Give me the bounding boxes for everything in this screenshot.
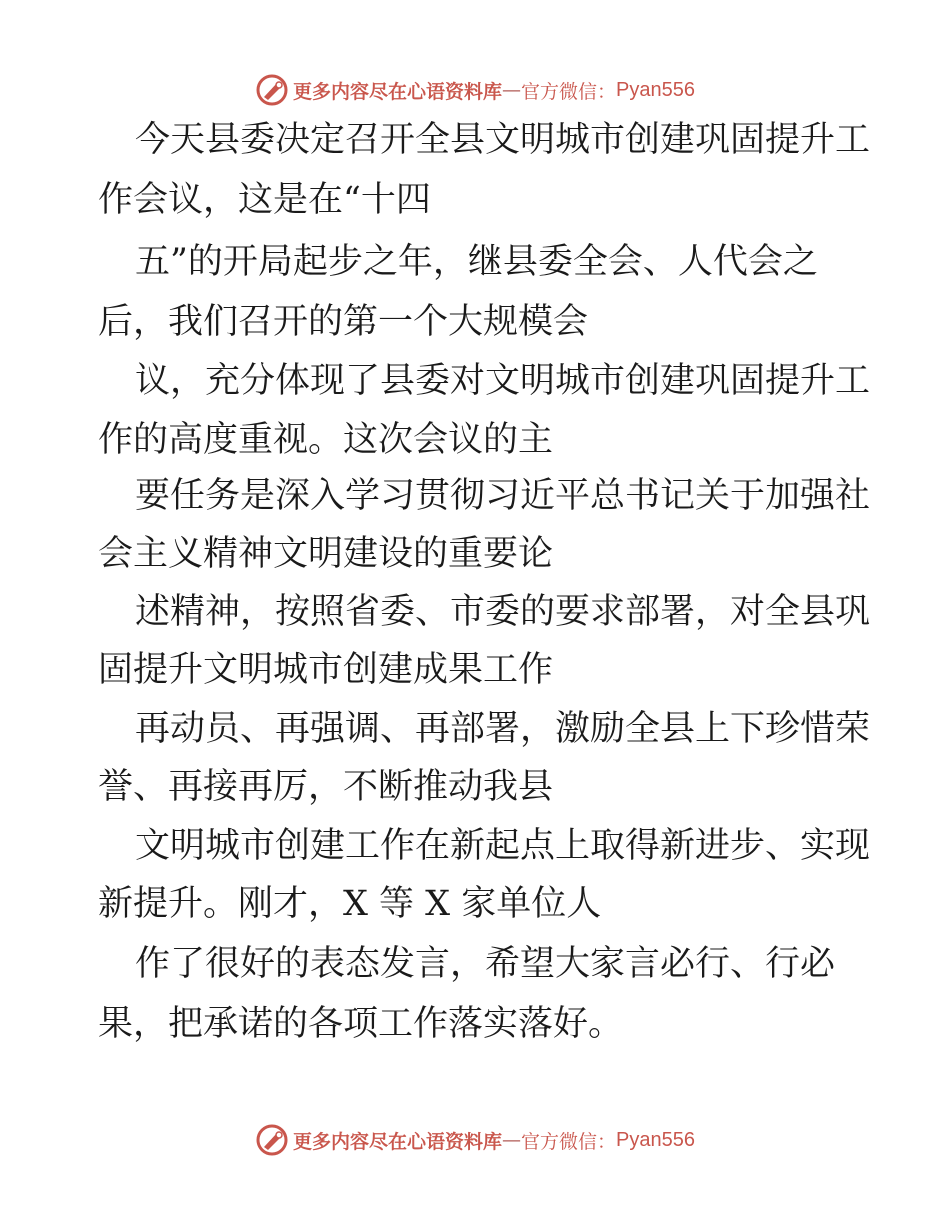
body-line: 议，充分体现了县委对文明城市创建巩固提升工 [135,361,871,401]
header-separator: — [502,79,522,101]
logo-icon [255,73,289,107]
body-line: 再动员、再强调、再部署，激励全县上下珍惜荣 [135,709,871,749]
body-line: 誉、再接再厉，不断推动我县 [98,767,554,807]
footer-wechat-id: Pyan556 [616,1128,695,1151]
header-wechat-label: 官方微信： [521,80,617,103]
body-line: 述精神，按照省委、市委的要求部署，对全县巩 [135,592,871,632]
body-line: 作会议，这是在“十四 [98,180,431,220]
body-line: 作的高度重视。这次会议的主 [98,420,554,460]
body-line: 作了很好的表态发言，希望大家言必行、行必 [135,944,836,984]
footer-separator: — [502,1129,522,1151]
body-line: 新提升。刚才，X 等 X 家单位人 [98,884,602,924]
body-line: 要任务是深入学习贯彻习近平总书记关于加强社 [135,476,871,516]
header-wechat-id: Pyan556 [616,78,695,101]
footer-brand: 更多内容尽在心语资料库 [293,1130,503,1153]
footer-wechat-label: 官方微信： [521,1130,617,1153]
body-line: 固提升文明城市创建成果工作 [98,650,554,690]
body-line: 五”的开局起步之年，继县委全会、人代会之 [135,242,818,282]
footer-banner [0,1120,950,1160]
header-banner [0,70,950,110]
body-line: 文明城市创建工作在新起点上取得新进步、实现 [135,826,871,866]
body-line: 会主义精神文明建设的重要论 [98,534,554,574]
body-line: 后，我们召开的第一个大规模会 [98,302,589,342]
body-line: 今天县委决定召开全县文明城市创建巩固提升工 [135,120,871,160]
logo-icon [255,1123,289,1157]
header-brand: 更多内容尽在心语资料库 [293,80,503,103]
body-line: 果，把承诺的各项工作落实落好。 [98,1004,624,1044]
